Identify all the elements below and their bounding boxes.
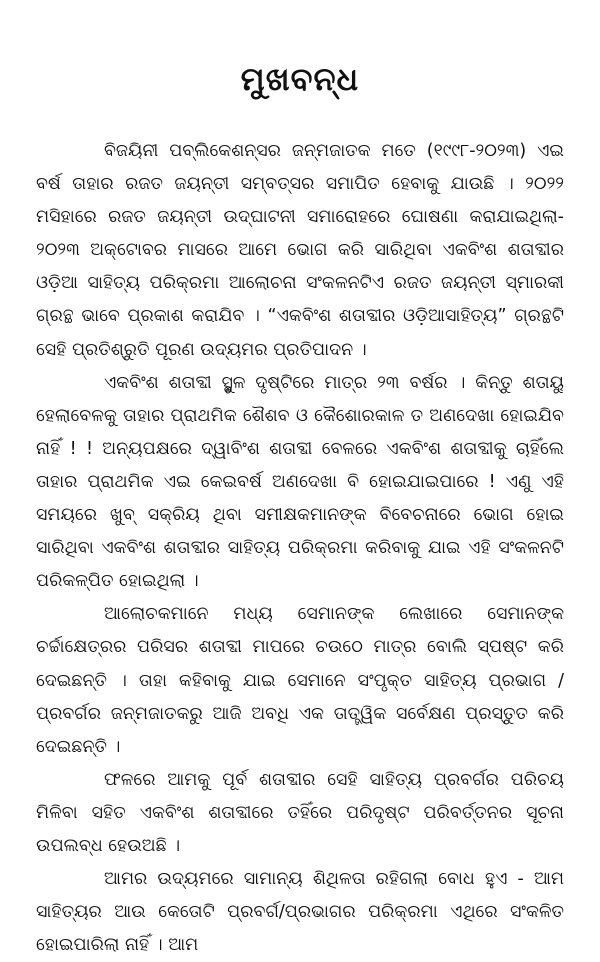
paragraph-2: ଏକବିଂଶ ଶତାବ୍ଦୀ ସ୍ଥୁଳ ଦୃଷ୍ଟିରେ ମାତ୍ର ୨୩ ବର୍ଷର । କିନ୍ତୁ ଶତାୟୁ ହେଲାବେଳକୁ ତାହାର ପ୍ରାଥମିକ ଶୈଶବ ଓ କୈଶୋରକାଳ ତ ଅଣଦେଖା ହୋଇଯିବ ନାହିଁ ! ! ଅନ୍ୟପକ୍ଷରେ ଦ୍ୱାବିଂଶ ଶତାବ୍ଦୀ ବେଳରେ ଏକବିଂଶ ଶତାବ୍ଦୀକୁ ଚାହିଁଲେ ତାହାର ପ୍ରାଥମିକ ଏଇ କେଇବର୍ଷ ଅଣଦେଖା ବି ହୋଇଯାଇପାରେ ! ଏଣୁ ଏହି ସମୟରେ ଖୁବ୍ ସକ୍ରିୟ ଥିବା ସମୀକ୍ଷକମାନଙ୍କ ବିବେଚନାରେ ଭୋଗ ହୋଇ ସାରିଥିବା ଏକବିଂଶ ଶତାବ୍ଦୀର ସାହିତ୍ୟ ପରିକ୍ରମା କରିବାକୁ ଯାଇ ଏହି ସଂକଳନଟି ପରିକଳ୍ପିତ ହୋଇଥିଲା ।	[36, 372, 564, 592]
paragraph-1: ବିଜୟିନୀ ପବ୍ଲିକେଶନ୍ସର ଜନ୍ମଜାତକ ମତେ (୧୯୯୮-୨୦୨୩) ଏଇ ବର୍ଷ ତାହାର ରଜତ ଜୟନ୍ତୀ ସମ୍ବତ୍ସର ସମାପିତ ହେବାକୁ ଯାଉଛି । ୨୦୨୨ ମସିହାରେ ରଜତ ଜୟନ୍ତୀ ଉଦ୍‌ଘାଟନୀ ସମାରୋହରେ ଘୋଷଣା କରାଯାଇଥିଲା- ୨୦୨୩ ଅକ୍ଟୋବର ମାସରେ ଆମେ ଭୋଗ କରି ସାରିଥିବା ଏକବିଂଶ ଶତାବ୍ଦୀର ଓଡ଼ିଆ ସାହିତ୍ୟ ପରିକ୍ରମା ଆଲୋଚନା ସଂକଳନଟିଏ ରଜତ ଜୟନ୍ତୀ ସ୍ମାରକୀ ଗ୍ରନ୍ଥ ଭାବେ ପ୍ରକାଶ କରାଯିବ । “ଏକବିଂଶ ଶତାବ୍ଦୀର ଓଡ଼ିଆସାହିତ୍ୟ” ଗ୍ରନ୍ଥଟି ସେହି ପ୍ରତିଶ୍ରୁତି ପୂରଣ ଉଦ୍ୟମର ପ୍ରତିପାଦନ ।	[36, 141, 564, 360]
page-title: ମୁଖବନ୍ଧ	[240, 60, 360, 98]
paragraph-5: ଆମର ଉଦ୍ୟମରେ ସାମାନ୍ୟ ଶିଥିଳତା ରହିଗଲା ବୋଧ ହୁଏ - ଆମ ସାହିତ୍ୟର ଆଉ କେତୋଟି ପ୍ରବର୍ଗ/ପ୍ରଭାଗର ପରିକ୍ରମା ଏଥିରେ ସଂକଳିତ ହୋଇପାରିଲା ନାହିଁ । ଆମ	[36, 869, 564, 956]
paragraph-4: ଫଳରେ ଆମକୁ ପୂର୍ବ ଶତାବ୍ଦୀର ସେହି ସାହିତ୍ୟ ପ୍ରବର୍ଗର ପରିଚୟ ମିଳିବା ସହିତ ଏକବିଂଶ ଶତାବ୍ଦୀରେ ତହିଁରେ ପରିଦୃଷ୍ଟ ପରିବର୍ତ୍ତନର ସୂଚନା ଉପଲବ୍ଧ ହେଉଅଛି ।	[36, 769, 564, 856]
paragraph-3: ଆଲୋଚକମାନେ ମଧ୍ୟ ସେମାନଙ୍କ ଲେଖାରେ ସେମାନଙ୍କ ଚର୍ଚ୍ଚାକ୍ଷେତ୍ରର ପରିସର ଶତାବ୍ଦୀ ମାପରେ ଚଉଠେ ମାତ୍ର ବୋଲି ସ୍ପଷ୍ଟ କରି ଦେଇଛନ୍ତି । ତାହା କହିବାକୁ ଯାଇ ସେମାନେ ସଂପୃକ୍ତ ସାହିତ୍ୟ ପ୍ରଭାଗ / ପ୍ରବର୍ଗର ଜନ୍ମଜାତକରୁ ଆଜି ଅବଧି ଏକ ତାତ୍ତ୍ୱିକ ସର୍ବେକ୍ଷଣ ପ୍ରସ୍ତୁତ କରି ଦେଇଛନ୍ତି ।	[36, 604, 564, 757]
body-text	[36, 135, 564, 962]
